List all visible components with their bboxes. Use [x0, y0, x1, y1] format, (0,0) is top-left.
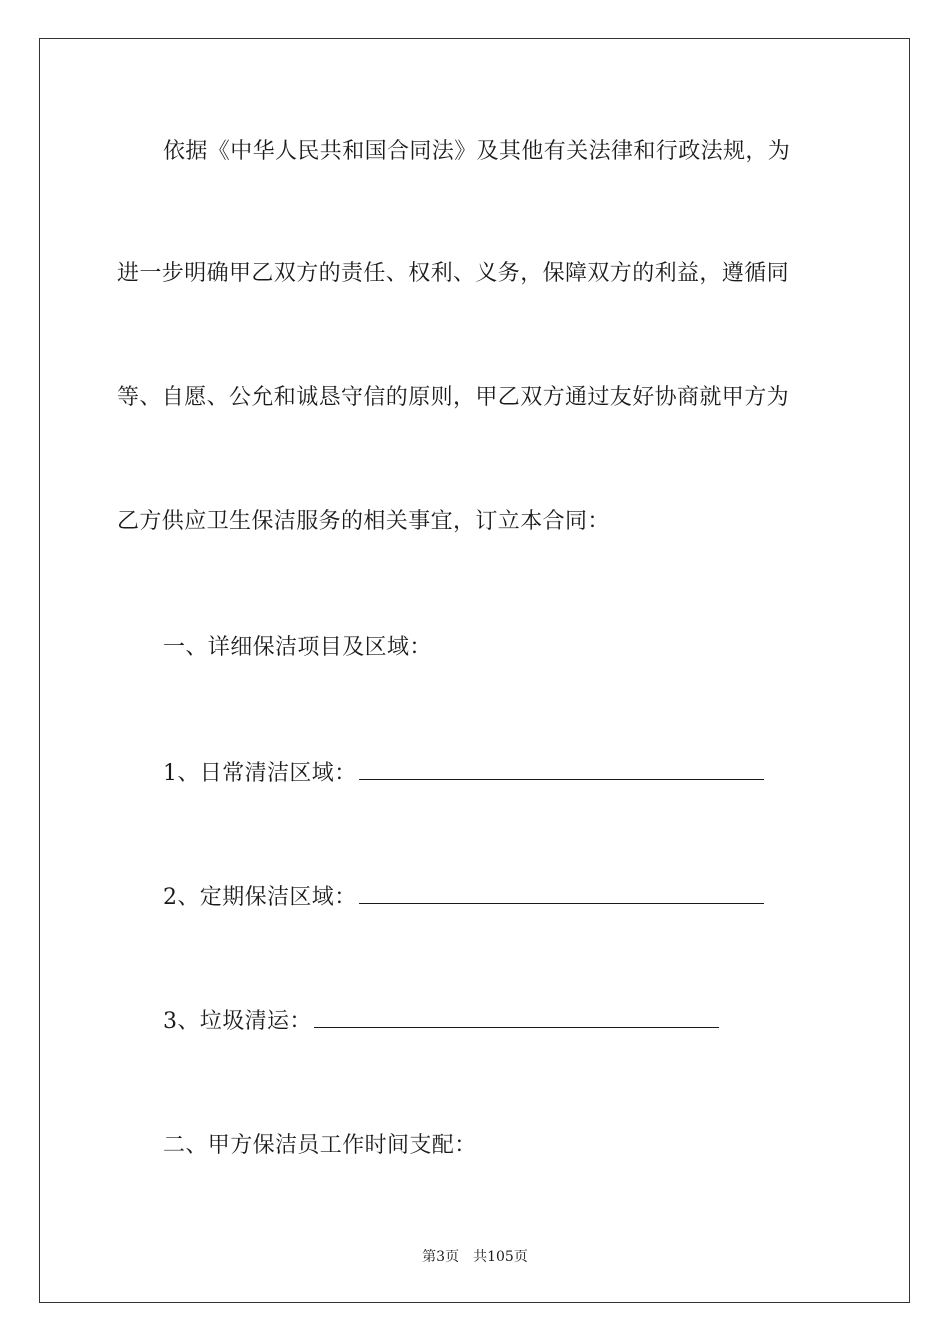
item2-label: 2、定期保洁区域：	[163, 885, 357, 910]
item3-blank-field[interactable]	[314, 1005, 719, 1028]
page-border	[39, 38, 910, 1303]
paragraph-line-3: 等、自愿、公允和诚恳守信的原则，甲乙双方通过友好协商就甲方为	[117, 385, 790, 410]
item2-blank-field[interactable]	[359, 881, 764, 904]
page-number-current: 第3页	[422, 1249, 460, 1265]
item1-row	[163, 757, 764, 789]
paragraph-line-1: 依据《中华人民共和国合同法》及其他有关法律和行政法规，为	[163, 139, 791, 164]
page-footer	[0, 1247, 950, 1267]
page-number-total: 共105页	[473, 1249, 528, 1265]
item1-blank-field[interactable]	[359, 757, 764, 780]
item2-row	[163, 881, 764, 913]
paragraph-line-2: 进一步明确甲乙双方的责任、权利、义务，保障双方的利益，遵循同	[117, 261, 790, 286]
section1-heading: 一、详细保洁项目及区域：	[163, 635, 432, 660]
item3-label: 3、垃圾清运：	[163, 1009, 312, 1034]
item3-row	[163, 1005, 719, 1037]
paragraph-line-4: 乙方供应卫生保洁服务的相关事宜，订立本合同：	[117, 509, 610, 534]
section2-heading: 二、甲方保洁员工作时间支配：	[163, 1133, 477, 1158]
item1-label: 1、日常清洁区域：	[163, 761, 357, 786]
